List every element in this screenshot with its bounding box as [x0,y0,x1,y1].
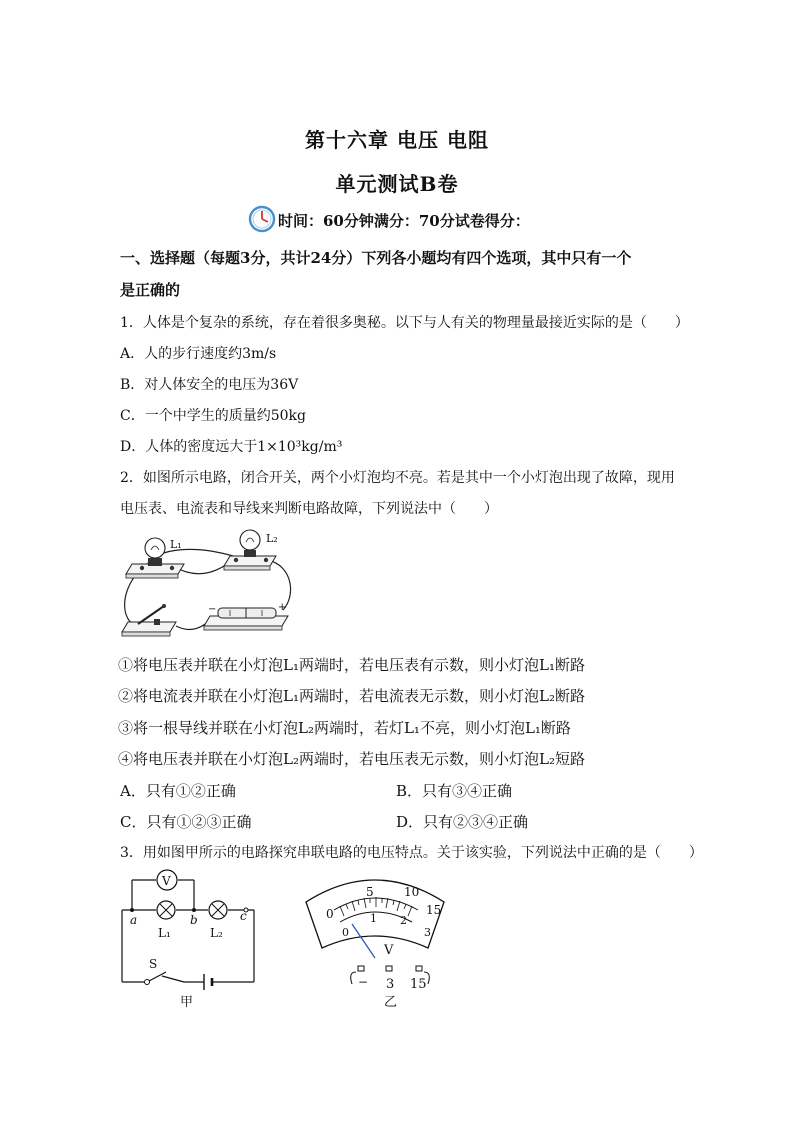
q2-statement-2: ②将电流表并联在小灯泡L₁两端时，若电流表无示数，则小灯泡L₂断路 [118,687,585,705]
section-heading-line1: 一、选择题（每题3分，共计24分）下列各小题均有四个选项，其中只有一个 [120,249,632,267]
q2-option-b: B．只有③④正确 [396,782,513,800]
q2-statement-1: ①将电压表并联在小灯泡L₁两端时，若电压表有示数，则小灯泡L₁断路 [118,656,585,674]
dial-inner-3: 3 [424,926,431,939]
q2-label-plus: + [278,602,287,613]
jia-label-l1: L₁ [158,926,171,940]
q1-option-d: D．人体的密度远大于1×10³kg/m³ [120,439,343,455]
battery-symbol [204,974,212,990]
jia-label-c: c [240,909,247,923]
dial-terminal-minus: − [358,975,369,989]
dial-outer-15: 15 [426,903,442,917]
yi-caption: 乙 [384,995,398,1010]
dial-unit: V [384,943,394,958]
q2-stem-line1: 2．如图所示电路，闭合开关，两个小灯泡均不亮。若是其中一个小灯泡出现了故障，现用 [120,470,675,486]
q3-figure-yi [300,866,450,1012]
lamp-l2-symbol [209,901,227,919]
battery [204,608,288,630]
jia-caption: 甲 [180,995,194,1010]
dial-outer-10: 10 [404,885,420,899]
switch-s [145,972,167,985]
jia-label-a: a [130,913,138,927]
q2-label-l1: L₁ [170,538,182,551]
q2-option-d: D．只有②③④正确 [396,813,529,831]
page-title: 第十六章 电压 电阻 [305,128,489,152]
q2-circuit-figure [118,526,298,644]
dial-terminal-15: 15 [410,977,427,992]
q1-option-c: C．一个中学生的质量约50kg [120,408,306,424]
q2-statement-4: ④将电压表并联在小灯泡L₂两端时，若电压表无示数，则小灯泡L₂短路 [118,750,585,768]
q2-option-c: C．只有①②③正确 [120,813,252,831]
dial-inner-1: 1 [370,912,377,925]
jia-label-s: S [149,957,158,971]
jia-label-b: b [190,913,198,927]
dial-terminal-3: 3 [386,977,395,992]
switch [122,604,176,636]
clock-icon [248,205,276,233]
q2-option-a: A．只有①②正确 [120,782,236,800]
jia-label-l2: L₂ [210,926,223,940]
q2-label-minus: − [208,604,217,615]
q1-option-b: B．对人体安全的电压为36V [120,377,299,393]
q1-option-a: A．人的步行速度约3m/s [120,346,277,362]
exam-info-text: 时间：60分钟满分：70分试卷得分： [278,212,530,230]
q2-label-l2: L₂ [266,532,278,545]
jia-label-v: V [162,874,171,888]
dial-outer-5: 5 [366,885,374,899]
page-subtitle: 单元测试B卷 [335,172,459,196]
section-heading-line2: 是正确的 [120,281,181,299]
q3-figure-jia [116,866,266,1012]
q2-statement-3: ③将一根导线并联在小灯泡L₂两端时，若灯L₁不亮，则小灯泡L₁断路 [118,719,571,737]
q2-stem-line2: 电压表、电流表和导线来判断电路故障，下列说法中（ ） [120,501,498,517]
lamp-l1-symbol [157,901,175,919]
q1-stem: 1．人体是个复杂的系统，存在着很多奥秘。以下与人有关的物理量最接近实际的是（ ） [120,315,689,331]
dial-outer-0: 0 [326,907,334,921]
dial-inner-0: 0 [342,926,349,939]
dial-inner-2: 2 [400,914,407,927]
q3-stem: 3．用如图甲所示的电路探究串联电路的电压特点。关于该实验，下列说法中正确的是（ ） [120,845,703,861]
